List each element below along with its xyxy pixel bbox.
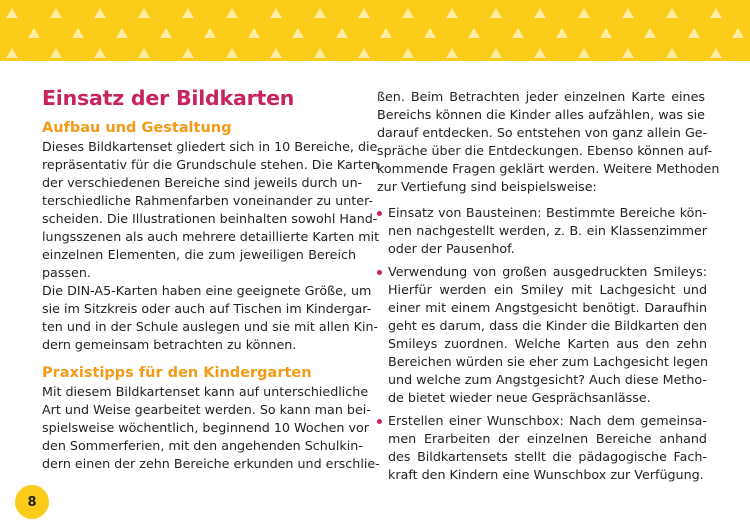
text-line: den Sommerferien, mit den angehenden Schulkin-	[42, 438, 363, 453]
section-heading-aufbau: Aufbau und Gestaltung	[42, 120, 232, 136]
text-line: Art und Weise gearbeitet werden. So kann man bei-	[42, 402, 371, 417]
text-line: Bereichs können die Kinder alles aufzählen, was sie	[377, 107, 705, 122]
paragraph-praxistipps	[42, 383, 380, 473]
triangle-shape	[402, 8, 414, 18]
text-line: ten und in der Schule auslegen und sie mit allen Kin-	[42, 319, 379, 334]
text-line: passen.	[42, 265, 91, 280]
text-line: nen nachgestellt werden, z. B. ein Klassenzimmer	[388, 223, 707, 238]
triangle-shape	[226, 48, 238, 58]
triangle-shape	[556, 28, 568, 38]
list-item	[377, 263, 707, 407]
triangle-shape	[94, 8, 106, 18]
triangle-shape	[622, 48, 634, 58]
text-line: zur Vertiefung sind beispielsweise:	[377, 179, 597, 194]
triangle-shape	[534, 8, 546, 18]
triangle-shape	[644, 28, 656, 38]
triangle-shape	[50, 8, 62, 18]
text-line: des Bildkartensets stellt die pädagogische Fach-	[388, 449, 707, 464]
text-line: Hierfür werden ein Smiley mit Lachgesicht und	[388, 282, 707, 297]
triangle-shape	[336, 28, 348, 38]
triangle-shape	[182, 8, 194, 18]
triangle-shape	[204, 28, 216, 38]
triangle-shape	[710, 48, 722, 58]
triangle-shape	[292, 28, 304, 38]
triangle-shape	[578, 8, 590, 18]
triangle-shape	[732, 28, 744, 38]
text-line: terschiedliche Rahmenfarben voneinander zu unter-	[42, 193, 374, 208]
text-line: sie im Sitzkreis oder auch auf Tischen im Kindergar-	[42, 301, 372, 316]
triangle-shape	[402, 48, 414, 58]
triangle-shape	[138, 48, 150, 58]
text-line: Die DIN-A5-Karten haben eine geeignete Größe, um	[42, 283, 372, 298]
text-line: Verwendung von großen ausgedruckten Smileys:	[388, 264, 707, 279]
page-title: Einsatz der Bildkarten	[42, 86, 295, 110]
text-line: lungsszenen als auch mehrere detaillierte Karten mit	[42, 229, 380, 244]
triangle-shape	[424, 28, 436, 38]
text-line: Dieses Bildkartenset gliedert sich in 10 Bereiche, die	[42, 139, 378, 154]
triangle-shape	[622, 8, 634, 18]
triangle-shape	[270, 8, 282, 18]
text-line: Mit diesem Bildkartenset kann auf unterschiedliche	[42, 384, 369, 399]
text-line: und welche zum Angstgesicht? Auch diese Metho-	[388, 372, 707, 387]
bullet-dot-icon	[377, 211, 382, 216]
text-line: spräche über die Entdeckungen. Ebenso können auf-	[377, 143, 713, 158]
triangle-shape	[490, 48, 502, 58]
paragraph-aufbau	[42, 138, 380, 354]
triangle-shape	[160, 28, 172, 38]
triangle-shape	[314, 8, 326, 18]
triangle-shape	[380, 28, 392, 38]
triangle-shape	[468, 28, 480, 38]
text-line: einzelnen Elementen, die zum jeweiligen Bereich	[42, 247, 356, 262]
text-line: kraft den Kindern eine Wunschbox zur Verfügung.	[388, 467, 704, 482]
text-line: geht es darum, dass die Kinder die Bildkarten den	[388, 318, 707, 333]
methods-list	[377, 204, 707, 484]
triangle-shape	[578, 48, 590, 58]
paragraph-continued	[377, 88, 720, 196]
triangle-shape	[666, 48, 678, 58]
page-number-badge	[15, 485, 49, 519]
text-line: ßen. Beim Betrachten jeder einzelnen Karte eines	[377, 89, 705, 104]
text-line: men Erarbeiten der einzelnen Bereiche anhand	[388, 431, 707, 446]
triangle-shape	[688, 28, 700, 38]
triangle-shape	[6, 48, 18, 58]
page-number: 8	[27, 494, 37, 510]
triangle-shape	[94, 48, 106, 58]
triangle-shape	[226, 8, 238, 18]
triangle-shape	[270, 48, 282, 58]
triangle-shape	[50, 48, 62, 58]
text-line: kommende Fragen geklärt werden. Weitere Methoden	[377, 161, 720, 176]
triangle-shape	[28, 28, 40, 38]
triangle-shape	[512, 28, 524, 38]
text-line: dern einen der zehn Bereiche erkunden und erschlie-	[42, 456, 380, 471]
bullet-dot-icon	[377, 270, 382, 275]
triangle-shape	[314, 48, 326, 58]
triangle-shape	[358, 48, 370, 58]
triangle-shape	[710, 8, 722, 18]
text-line: de bietet wieder neue Gesprächsanlässe.	[388, 390, 651, 405]
text-line: Einsatz von Bausteinen: Bestimmte Bereiche kön-	[388, 205, 707, 220]
triangle-shape	[490, 8, 502, 18]
text-line: Smileys zuordnen. Welche Karten aus den zehn	[388, 336, 707, 351]
list-item	[377, 412, 707, 484]
triangle-shape	[138, 8, 150, 18]
triangle-shape	[182, 48, 194, 58]
triangle-shape	[6, 8, 18, 18]
text-line: oder der Pausenhof.	[388, 241, 515, 256]
triangle-shape	[358, 8, 370, 18]
triangle-shape	[116, 28, 128, 38]
text-line: spielsweise wöchentlich, beginnend 10 Wochen vor	[42, 420, 369, 435]
header-banner	[0, 0, 750, 61]
list-item	[377, 204, 707, 258]
triangle-shape	[446, 8, 458, 18]
text-line: scheiden. Die Illustrationen beinhalten sowohl Hand-	[42, 211, 378, 226]
text-line: einer mit einem Angstgesicht benötigt. Daraufhin	[388, 300, 707, 315]
text-line: Erstellen einer Wunschbox: Nach dem gemeinsa-	[388, 413, 707, 428]
triangle-shape	[600, 28, 612, 38]
triangle-shape	[248, 28, 260, 38]
text-line: Bereichen würden sie eher zum Lachgesicht legen	[388, 354, 709, 369]
section-heading-praxistipps: Praxistipps für den Kindergarten	[42, 365, 312, 381]
text-line: darauf entdecken. So entstehen von ganz allein Ge-	[377, 125, 708, 140]
triangle-shape	[446, 48, 458, 58]
text-line: repräsentativ für die Grundschule stehen. Die Karten	[42, 157, 379, 172]
text-line: dern gemeinsam betrachten zu können.	[42, 337, 297, 352]
triangle-shape	[72, 28, 84, 38]
triangle-pattern	[0, 0, 750, 61]
text-line: der verschiedenen Bereiche sind jeweils durch un-	[42, 175, 363, 190]
bullet-dot-icon	[377, 419, 382, 424]
triangle-shape	[534, 48, 546, 58]
triangle-shape	[666, 8, 678, 18]
